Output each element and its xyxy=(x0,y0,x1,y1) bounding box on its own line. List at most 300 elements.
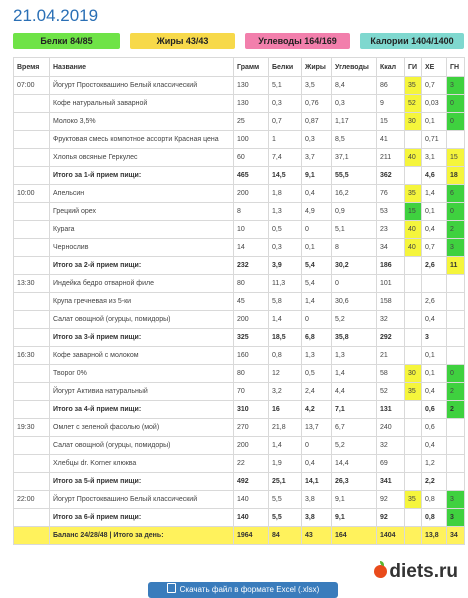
gi-cell xyxy=(405,419,422,437)
export-excel-label: Скачать файл в формате Excel (.xlsx) xyxy=(179,585,320,594)
calories-badge: Калории 1404/1400 xyxy=(360,33,464,49)
grams-cell: 465 xyxy=(234,167,269,185)
gi-cell xyxy=(405,509,422,527)
balance-gi xyxy=(405,527,422,545)
food-name-cell: Чернослив xyxy=(50,239,234,257)
protein-cell: 18,5 xyxy=(269,329,302,347)
table-header-row xyxy=(14,58,465,77)
carbs-cell: 16,2 xyxy=(332,185,377,203)
xe-cell: 0,1 xyxy=(422,365,447,383)
food-name-cell: Хлебцы dr. Korner клюква xyxy=(50,455,234,473)
food-name-cell: Курага xyxy=(50,221,234,239)
meal-total-row xyxy=(14,257,465,275)
grams-cell: 10 xyxy=(234,221,269,239)
food-name-cell: Салат овощной (огурцы, помидоры) xyxy=(50,437,234,455)
balance-kcal: 1404 xyxy=(377,527,405,545)
xe-cell: 0,8 xyxy=(422,509,447,527)
carbs-cell: 0,3 xyxy=(332,95,377,113)
carbs-cell: 1,3 xyxy=(332,347,377,365)
protein-cell: 5,5 xyxy=(269,509,302,527)
xe-cell: 3,1 xyxy=(422,149,447,167)
kcal-cell: 41 xyxy=(377,131,405,149)
table-row xyxy=(14,491,465,509)
balance-label: Баланс 24/28/48 | Итого за день: xyxy=(50,527,234,545)
fat-cell: 4,2 xyxy=(302,401,332,419)
gn-cell xyxy=(447,275,465,293)
grams-cell: 80 xyxy=(234,275,269,293)
kcal-cell: 341 xyxy=(377,473,405,491)
gi-cell xyxy=(405,347,422,365)
gn-cell: 2 xyxy=(447,221,465,239)
balance-grams: 1964 xyxy=(234,527,269,545)
fat-cell: 3,8 xyxy=(302,491,332,509)
kcal-cell: 211 xyxy=(377,149,405,167)
gi-cell: 30 xyxy=(405,113,422,131)
grams-cell: 325 xyxy=(234,329,269,347)
protein-cell: 1,4 xyxy=(269,437,302,455)
gi-cell: 52 xyxy=(405,95,422,113)
grams-cell: 70 xyxy=(234,383,269,401)
time-cell xyxy=(14,167,50,185)
gn-cell: 2 xyxy=(447,383,465,401)
gn-cell: 0 xyxy=(447,365,465,383)
kcal-cell: 23 xyxy=(377,221,405,239)
time-cell: 16:30 xyxy=(14,347,50,365)
carbs-cell: 7,1 xyxy=(332,401,377,419)
carbs-cell: 1,17 xyxy=(332,113,377,131)
fat-cell: 2,4 xyxy=(302,383,332,401)
food-name-cell: Хлопья овсяные Геркулес xyxy=(50,149,234,167)
carbs-cell: 9,1 xyxy=(332,509,377,527)
carbs-cell: 8,5 xyxy=(332,131,377,149)
balance-xe: 13,8 xyxy=(422,527,447,545)
kcal-cell: 9 xyxy=(377,95,405,113)
xe-cell: 0,6 xyxy=(422,401,447,419)
time-cell xyxy=(14,365,50,383)
grams-cell: 200 xyxy=(234,437,269,455)
fat-cell: 1,3 xyxy=(302,347,332,365)
col-header-xe: ХЕ xyxy=(422,58,447,77)
gi-cell xyxy=(405,455,422,473)
protein-cell: 16 xyxy=(269,401,302,419)
xe-cell: 1,2 xyxy=(422,455,447,473)
carbs-cell: 8 xyxy=(332,239,377,257)
time-cell xyxy=(14,311,50,329)
protein-cell: 5,8 xyxy=(269,293,302,311)
protein-cell: 0,3 xyxy=(269,95,302,113)
table-row xyxy=(14,131,465,149)
gn-cell xyxy=(447,473,465,491)
kcal-cell: 92 xyxy=(377,509,405,527)
grams-cell: 25 xyxy=(234,113,269,131)
grams-cell: 100 xyxy=(234,131,269,149)
table-row xyxy=(14,419,465,437)
page-title: 21.04.2019 xyxy=(13,6,99,25)
xe-cell: 0,03 xyxy=(422,95,447,113)
grams-cell: 140 xyxy=(234,509,269,527)
fat-cell: 4,9 xyxy=(302,203,332,221)
food-name-cell: Апельсин xyxy=(50,185,234,203)
table-row xyxy=(14,383,465,401)
balance-gn: 34 xyxy=(447,527,465,545)
gn-cell xyxy=(447,311,465,329)
kcal-cell: 52 xyxy=(377,383,405,401)
gi-cell xyxy=(405,131,422,149)
fat-cell: 5,4 xyxy=(302,275,332,293)
fat-cell: 3,7 xyxy=(302,149,332,167)
fat-cell: 0 xyxy=(302,311,332,329)
time-cell: 13:30 xyxy=(14,275,50,293)
food-name-cell: Итого за 1-й прием пищи: xyxy=(50,167,234,185)
xe-cell: 0,4 xyxy=(422,311,447,329)
protein-cell: 0,5 xyxy=(269,221,302,239)
grams-cell: 60 xyxy=(234,149,269,167)
xe-cell: 0,1 xyxy=(422,113,447,131)
protein-cell: 1,8 xyxy=(269,185,302,203)
time-cell xyxy=(14,509,50,527)
protein-cell: 1,3 xyxy=(269,203,302,221)
fat-cell: 3,5 xyxy=(302,77,332,95)
gn-cell: 0 xyxy=(447,203,465,221)
time-cell: 22:00 xyxy=(14,491,50,509)
gi-cell: 40 xyxy=(405,239,422,257)
table-row xyxy=(14,185,465,203)
xe-cell xyxy=(422,275,447,293)
gn-cell xyxy=(447,455,465,473)
table-row xyxy=(14,149,465,167)
carbs-cell: 5,1 xyxy=(332,221,377,239)
xe-cell: 0,8 xyxy=(422,491,447,509)
carbs-cell: 1,4 xyxy=(332,365,377,383)
protein-cell: 1,4 xyxy=(269,311,302,329)
xe-cell: 0,71 xyxy=(422,131,447,149)
protein-cell: 3,9 xyxy=(269,257,302,275)
gn-cell xyxy=(447,329,465,347)
protein-cell: 5,1 xyxy=(269,77,302,95)
fat-cell: 9,1 xyxy=(302,167,332,185)
time-cell xyxy=(14,257,50,275)
gn-cell: 6 xyxy=(447,185,465,203)
xe-cell: 0,7 xyxy=(422,77,447,95)
kcal-cell: 32 xyxy=(377,311,405,329)
protein-badge: Белки 84/85 xyxy=(13,33,120,49)
col-header-gn: ГН xyxy=(447,58,465,77)
gi-cell xyxy=(405,329,422,347)
file-icon xyxy=(167,583,176,593)
fat-cell: 5,4 xyxy=(302,257,332,275)
grams-cell: 45 xyxy=(234,293,269,311)
gn-cell xyxy=(447,347,465,365)
carbs-cell: 0,9 xyxy=(332,203,377,221)
protein-cell: 14,5 xyxy=(269,167,302,185)
gn-cell xyxy=(447,131,465,149)
balance-protein: 84 xyxy=(269,527,302,545)
grams-cell: 200 xyxy=(234,185,269,203)
gi-cell xyxy=(405,293,422,311)
kcal-cell: 76 xyxy=(377,185,405,203)
fat-cell: 0 xyxy=(302,437,332,455)
food-name-cell: Крупа гречневая из 5-ки xyxy=(50,293,234,311)
carbs-cell: 14,4 xyxy=(332,455,377,473)
fat-cell: 0,4 xyxy=(302,185,332,203)
time-cell xyxy=(14,203,50,221)
gn-cell: 3 xyxy=(447,239,465,257)
col-header-protein: Белки xyxy=(269,58,302,77)
table-row xyxy=(14,347,465,365)
meal-total-row xyxy=(14,167,465,185)
carbs-cell: 6,7 xyxy=(332,419,377,437)
food-name-cell: Творог 0% xyxy=(50,365,234,383)
grams-cell: 310 xyxy=(234,401,269,419)
gn-cell: 0 xyxy=(447,95,465,113)
fat-cell: 6,8 xyxy=(302,329,332,347)
carbs-cell: 9,1 xyxy=(332,491,377,509)
grams-cell: 14 xyxy=(234,239,269,257)
gi-cell xyxy=(405,473,422,491)
protein-cell: 0,7 xyxy=(269,113,302,131)
xe-cell: 0,6 xyxy=(422,419,447,437)
food-name-cell: Салат овощной (огурцы, помидоры) xyxy=(50,311,234,329)
gn-cell: 3 xyxy=(447,77,465,95)
grams-cell: 130 xyxy=(234,95,269,113)
gi-cell: 30 xyxy=(405,365,422,383)
time-cell xyxy=(14,437,50,455)
grams-cell: 270 xyxy=(234,419,269,437)
kcal-cell: 69 xyxy=(377,455,405,473)
protein-cell: 21,8 xyxy=(269,419,302,437)
carbs-cell: 5,2 xyxy=(332,311,377,329)
protein-cell: 0,3 xyxy=(269,239,302,257)
time-cell xyxy=(14,221,50,239)
xe-cell: 2,6 xyxy=(422,293,447,311)
fat-cell: 0,5 xyxy=(302,365,332,383)
carbs-cell: 5,2 xyxy=(332,437,377,455)
gn-cell: 3 xyxy=(447,509,465,527)
food-name-cell: Итого за 6-й прием пищи: xyxy=(50,509,234,527)
protein-cell: 7,4 xyxy=(269,149,302,167)
fat-badge: Жиры 43/43 xyxy=(130,33,235,49)
gi-cell: 15 xyxy=(405,203,422,221)
food-name-cell: Кофе заварной с молоком xyxy=(50,347,234,365)
gi-cell xyxy=(405,401,422,419)
table-row xyxy=(14,113,465,131)
carbs-cell: 55,5 xyxy=(332,167,377,185)
kcal-cell: 131 xyxy=(377,401,405,419)
gn-cell: 11 xyxy=(447,257,465,275)
watermark xyxy=(372,561,460,583)
food-name-cell: Итого за 4-й прием пищи: xyxy=(50,401,234,419)
protein-cell: 3,2 xyxy=(269,383,302,401)
fat-cell: 0,76 xyxy=(302,95,332,113)
balance-carbs: 164 xyxy=(332,527,377,545)
xe-cell: 0,4 xyxy=(422,221,447,239)
meal-total-row xyxy=(14,509,465,527)
grams-cell: 160 xyxy=(234,347,269,365)
grams-cell: 232 xyxy=(234,257,269,275)
grams-cell: 8 xyxy=(234,203,269,221)
carbs-cell: 4,4 xyxy=(332,383,377,401)
export-excel-button[interactable] xyxy=(148,582,338,598)
col-header-carbs: Углеводы xyxy=(332,58,377,77)
kcal-cell: 86 xyxy=(377,77,405,95)
time-cell xyxy=(14,239,50,257)
xe-cell: 1,4 xyxy=(422,185,447,203)
kcal-cell: 292 xyxy=(377,329,405,347)
gn-cell: 18 xyxy=(447,167,465,185)
table-row xyxy=(14,455,465,473)
watermark-text: diets.ru xyxy=(389,561,458,582)
xe-cell: 3 xyxy=(422,329,447,347)
kcal-cell: 101 xyxy=(377,275,405,293)
table-row xyxy=(14,293,465,311)
grams-cell: 200 xyxy=(234,311,269,329)
col-header-name: Название xyxy=(50,58,234,77)
table-row xyxy=(14,221,465,239)
gn-cell: 2 xyxy=(447,401,465,419)
grams-cell: 492 xyxy=(234,473,269,491)
xe-cell: 0,4 xyxy=(422,383,447,401)
food-name-cell: Итого за 3-й прием пищи: xyxy=(50,329,234,347)
protein-cell: 1,9 xyxy=(269,455,302,473)
gi-cell: 35 xyxy=(405,77,422,95)
time-cell xyxy=(14,401,50,419)
protein-cell: 1 xyxy=(269,131,302,149)
table-row xyxy=(14,275,465,293)
kcal-cell: 15 xyxy=(377,113,405,131)
gn-cell: 15 xyxy=(447,149,465,167)
table-row xyxy=(14,239,465,257)
grams-cell: 140 xyxy=(234,491,269,509)
time-cell: 10:00 xyxy=(14,185,50,203)
food-name-cell: Индейка бедро отварной филе xyxy=(50,275,234,293)
fat-cell: 1,4 xyxy=(302,293,332,311)
fat-cell: 0 xyxy=(302,221,332,239)
food-log-table xyxy=(13,57,465,545)
gn-cell xyxy=(447,293,465,311)
fat-cell: 0,3 xyxy=(302,131,332,149)
fat-cell: 0,4 xyxy=(302,455,332,473)
xe-cell: 0,7 xyxy=(422,239,447,257)
fat-cell: 13,7 xyxy=(302,419,332,437)
gi-cell: 35 xyxy=(405,185,422,203)
balance-fat: 43 xyxy=(302,527,332,545)
food-name-cell: Йогурт Простоквашино Белый классический xyxy=(50,77,234,95)
xe-cell: 2,2 xyxy=(422,473,447,491)
gi-cell: 35 xyxy=(405,383,422,401)
xe-cell: 4,6 xyxy=(422,167,447,185)
carbs-cell: 26,3 xyxy=(332,473,377,491)
gn-cell xyxy=(447,419,465,437)
time-cell xyxy=(14,113,50,131)
gn-cell: 3 xyxy=(447,491,465,509)
gi-cell: 40 xyxy=(405,149,422,167)
time-cell xyxy=(14,149,50,167)
meal-total-row xyxy=(14,329,465,347)
carbs-cell: 30,2 xyxy=(332,257,377,275)
kcal-cell: 186 xyxy=(377,257,405,275)
food-name-cell: Омлет с зеленой фасолью (мой) xyxy=(50,419,234,437)
carbs-cell: 0 xyxy=(332,275,377,293)
carbs-badge: Углеводы 164/169 xyxy=(245,33,350,49)
grams-cell: 130 xyxy=(234,77,269,95)
gi-cell: 35 xyxy=(405,491,422,509)
carbs-cell: 37,1 xyxy=(332,149,377,167)
food-name-cell: Грецкий орех xyxy=(50,203,234,221)
time-cell: 07:00 xyxy=(14,77,50,95)
fat-cell: 3,8 xyxy=(302,509,332,527)
food-name-cell: Итого за 2-й прием пищи: xyxy=(50,257,234,275)
gi-cell xyxy=(405,257,422,275)
gi-cell: 40 xyxy=(405,221,422,239)
fat-cell: 14,1 xyxy=(302,473,332,491)
kcal-cell: 362 xyxy=(377,167,405,185)
food-name-cell: Йогурт Активиа натуральный xyxy=(50,383,234,401)
table-row xyxy=(14,95,465,113)
food-name-cell: Йогурт Простоквашино Белый классический xyxy=(50,491,234,509)
food-name-cell: Кофе натуральный заварной xyxy=(50,95,234,113)
carbs-cell: 35,8 xyxy=(332,329,377,347)
gn-cell xyxy=(447,437,465,455)
apple-logo-icon xyxy=(374,565,387,578)
gi-cell xyxy=(405,311,422,329)
grams-cell: 22 xyxy=(234,455,269,473)
balance-row xyxy=(14,527,465,545)
time-cell xyxy=(14,383,50,401)
fat-cell: 0,1 xyxy=(302,239,332,257)
gi-cell xyxy=(405,437,422,455)
kcal-cell: 240 xyxy=(377,419,405,437)
time-cell xyxy=(14,473,50,491)
food-name-cell: Итого за 5-й прием пищи: xyxy=(50,473,234,491)
gn-cell: 0 xyxy=(447,113,465,131)
gi-cell xyxy=(405,275,422,293)
fat-cell: 0,87 xyxy=(302,113,332,131)
col-header-gi: ГИ xyxy=(405,58,422,77)
kcal-cell: 34 xyxy=(377,239,405,257)
xe-cell: 0,1 xyxy=(422,203,447,221)
food-name-cell: Фруктовая смесь компотное ассорти Красная цена xyxy=(50,131,234,149)
table-row xyxy=(14,77,465,95)
kcal-cell: 58 xyxy=(377,365,405,383)
xe-cell: 0,1 xyxy=(422,347,447,365)
kcal-cell: 158 xyxy=(377,293,405,311)
carbs-cell: 8,4 xyxy=(332,77,377,95)
time-cell xyxy=(14,329,50,347)
meal-total-row xyxy=(14,473,465,491)
table-body xyxy=(14,77,465,527)
carbs-cell: 30,6 xyxy=(332,293,377,311)
protein-cell: 25,1 xyxy=(269,473,302,491)
time-cell xyxy=(14,131,50,149)
protein-cell: 0,8 xyxy=(269,347,302,365)
xe-cell: 0,4 xyxy=(422,437,447,455)
balance-time-cell xyxy=(14,527,50,545)
kcal-cell: 32 xyxy=(377,437,405,455)
gi-cell xyxy=(405,167,422,185)
protein-cell: 12 xyxy=(269,365,302,383)
summary-badges xyxy=(13,33,464,49)
table-row xyxy=(14,311,465,329)
food-name-cell: Молоко 3,5% xyxy=(50,113,234,131)
col-header-time: Время xyxy=(14,58,50,77)
kcal-cell: 92 xyxy=(377,491,405,509)
col-header-fat: Жиры xyxy=(302,58,332,77)
xe-cell: 2,6 xyxy=(422,257,447,275)
protein-cell: 11,3 xyxy=(269,275,302,293)
meal-total-row xyxy=(14,401,465,419)
kcal-cell: 21 xyxy=(377,347,405,365)
col-header-grams: Грамм xyxy=(234,58,269,77)
